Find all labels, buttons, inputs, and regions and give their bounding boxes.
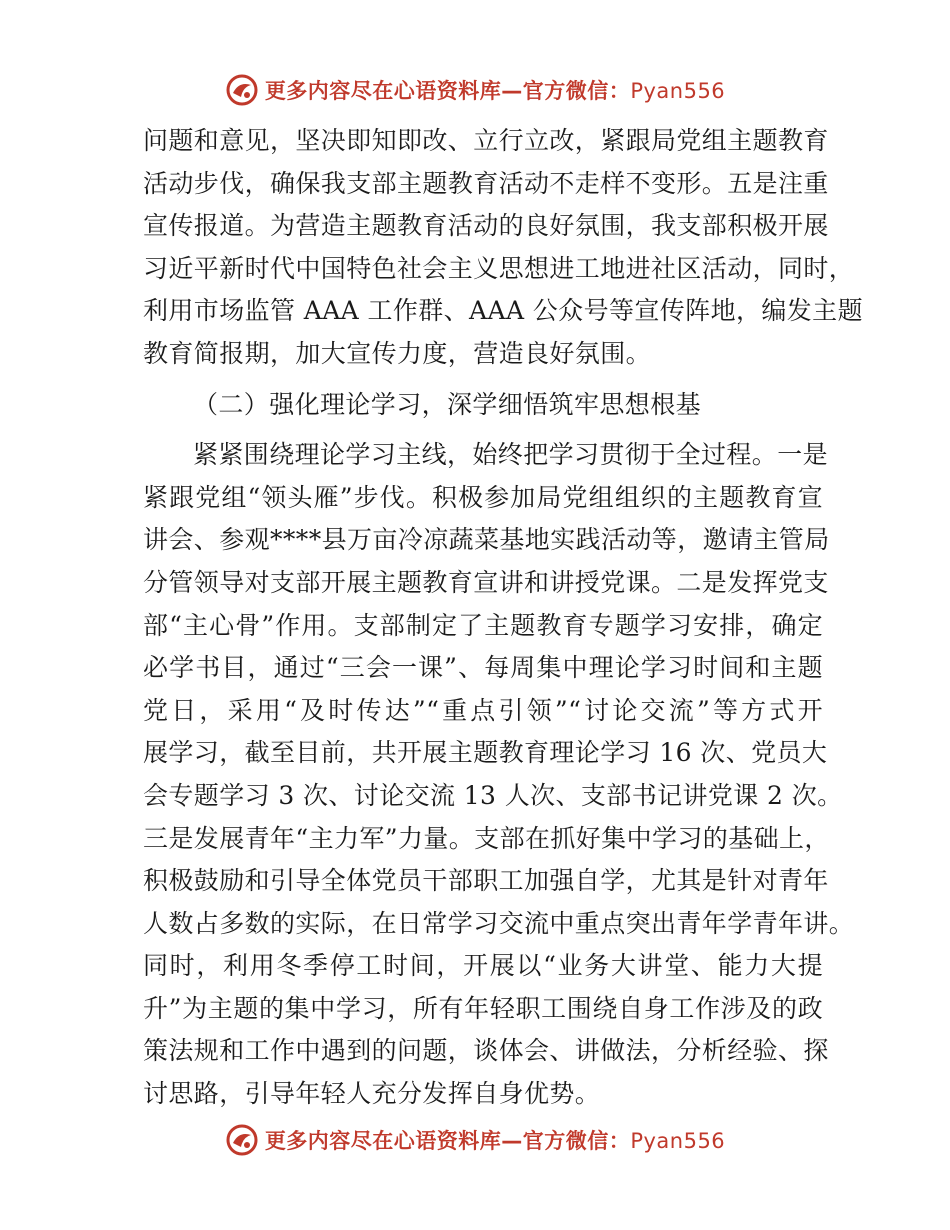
watermark-text: 更多内容尽在心语资料库—官方微信：Pyan556 bbox=[264, 79, 726, 103]
section-heading: （二）强化理论学习，深学细悟筑牢思想根基 bbox=[193, 389, 702, 419]
text-line: 党日，采用“及时传达”“重点引领”“讨论交流”等方式开 bbox=[143, 695, 823, 725]
text-line: 利用市场监管 AAA 工作群、AAA 公众号等宣传阵地，编发主题 bbox=[143, 296, 863, 326]
watermark-text: 更多内容尽在心语资料库—官方微信：Pyan556 bbox=[264, 1129, 726, 1153]
document-body bbox=[143, 120, 863, 1116]
text-line: 紧跟党组“领头雁”步伐。积极参加局党组组织的主题教育宣 bbox=[143, 482, 823, 512]
text-line: 分管领导对支部开展主题教育宣讲和讲授党课。二是发挥党支 bbox=[143, 567, 829, 597]
text-line: 讨思路，引导年轻人充分发挥自身优势。 bbox=[143, 1079, 601, 1109]
text-line: 积极鼓励和引导全体党员干部职工加强自学，尤其是针对青年 bbox=[143, 866, 829, 896]
watermark-account: Pyan556 bbox=[630, 79, 726, 103]
text-line: 讲会、参观****县万亩冷凉蔬菜基地实践活动等，邀请主管局 bbox=[143, 525, 830, 555]
text-line: 教育简报期，加大宣传力度，营造良好氛围。 bbox=[143, 338, 652, 368]
header-watermark-banner bbox=[0, 70, 950, 110]
footer-watermark-banner bbox=[0, 1120, 950, 1160]
text-line: 问题和意见，坚决即知即改、立行立改，紧跟局党组主题教育 bbox=[143, 126, 829, 155]
red-swirl-logo-icon bbox=[225, 1123, 259, 1157]
text-line: 会专题学习 3 次、讨论交流 13 人次、支部书记讲党课 2 次。 bbox=[143, 780, 843, 810]
text-line: 习近平新时代中国特色社会主义思想进工地进社区活动，同时， bbox=[143, 253, 855, 283]
text-line: 升”为主题的集中学习，所有年轻职工围绕自身工作涉及的政 bbox=[143, 993, 823, 1023]
red-swirl-logo-icon bbox=[225, 73, 259, 107]
text-line: 同时，利用冬季停工时间，开展以“业务大讲堂、能力大提 bbox=[143, 951, 823, 981]
text-line: 紧紧围绕理论学习主线，始终把学习贯彻于全过程。一是 bbox=[193, 440, 829, 470]
text-line: 活动步伐，确保我支部主题教育活动不走样不变形。五是注重 bbox=[143, 168, 829, 198]
text-line: 展学习，截至目前，共开展主题教育理论学习 16 次、党员大 bbox=[143, 738, 828, 768]
text-line: 部“主心骨”作用。支部制定了主题教育专题学习安排，确定 bbox=[143, 610, 823, 640]
text-line: 三是发展青年“主力军”力量。支部在抓好集中学习的基础上， bbox=[143, 823, 830, 853]
text-line: 宣传报道。为营造主题教育活动的良好氛围，我支部积极开展 bbox=[143, 211, 829, 241]
text-line: 人数占多数的实际，在日常学习交流中重点突出青年学青年讲。 bbox=[143, 908, 855, 938]
text-line: 必学书目，通过“三会一课”、每周集中理论学习时间和主题 bbox=[143, 653, 823, 683]
text-line: 策法规和工作中遇到的问题，谈体会、讲做法，分析经验、探 bbox=[143, 1036, 829, 1066]
watermark-account: Pyan556 bbox=[630, 1129, 726, 1153]
